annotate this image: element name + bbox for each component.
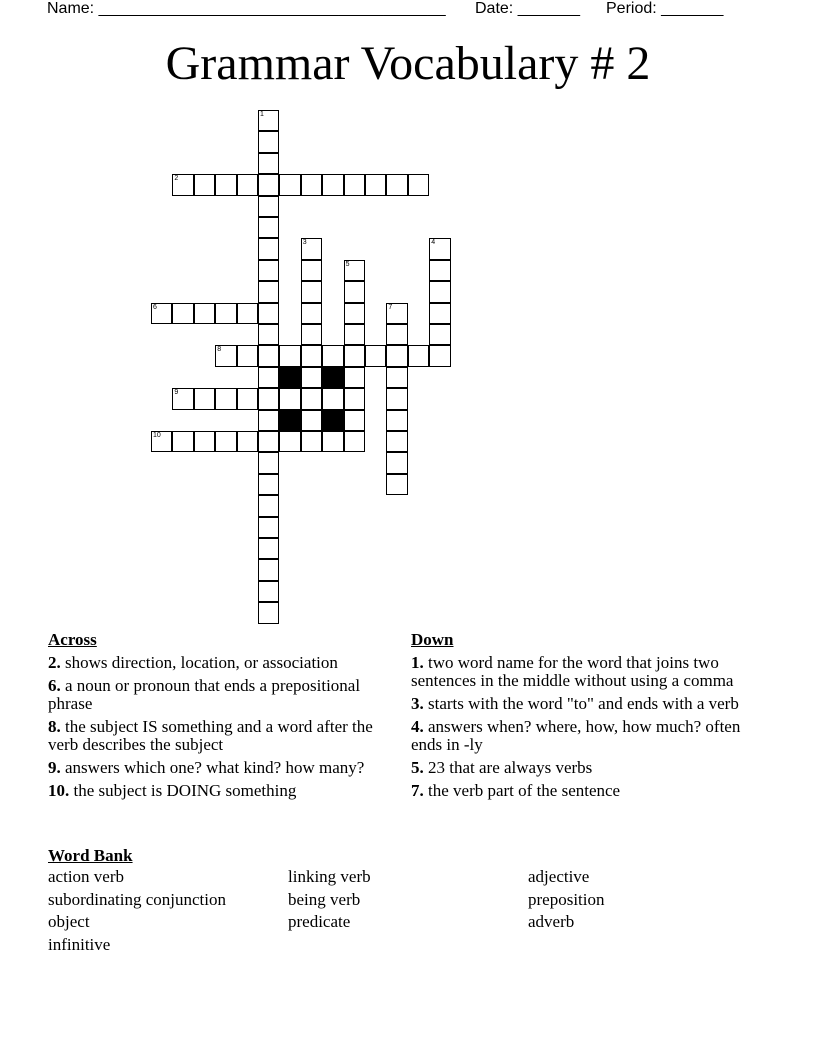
crossword-cell[interactable] bbox=[215, 303, 236, 324]
crossword-cell[interactable] bbox=[194, 431, 215, 452]
crossword-block bbox=[322, 410, 343, 431]
crossword-cell[interactable] bbox=[386, 474, 407, 495]
crossword-cell[interactable] bbox=[279, 174, 300, 195]
clue-number: 7. bbox=[411, 781, 424, 800]
word-bank-item: predicate bbox=[288, 912, 351, 931]
crossword-cell[interactable] bbox=[258, 153, 279, 174]
crossword-cell[interactable] bbox=[429, 303, 450, 324]
clue-number: 2. bbox=[48, 653, 61, 672]
crossword-cell[interactable] bbox=[365, 345, 386, 366]
crossword-cell[interactable] bbox=[258, 196, 279, 217]
crossword-cell[interactable] bbox=[172, 303, 193, 324]
crossword-cell[interactable] bbox=[386, 431, 407, 452]
crossword-cell[interactable] bbox=[429, 281, 450, 302]
clue-number: 10. bbox=[48, 781, 70, 800]
crossword-cell[interactable] bbox=[258, 602, 279, 623]
clue-number: 1. bbox=[411, 653, 424, 672]
crossword-cell[interactable] bbox=[258, 559, 279, 580]
across-clue-2 bbox=[48, 654, 388, 672]
crossword-cell[interactable] bbox=[386, 452, 407, 473]
crossword-cell[interactable] bbox=[237, 303, 258, 324]
crossword-cell[interactable] bbox=[279, 388, 300, 409]
crossword-cell[interactable] bbox=[344, 281, 365, 302]
crossword-cell[interactable] bbox=[322, 174, 343, 195]
crossword-cell[interactable] bbox=[386, 174, 407, 195]
crossword-cell[interactable] bbox=[215, 345, 236, 366]
word-bank-item: being verb bbox=[288, 889, 361, 909]
crossword-cell[interactable] bbox=[279, 431, 300, 452]
across-clue-9 bbox=[48, 759, 388, 777]
word-bank-item: infinitive bbox=[48, 934, 111, 954]
crossword-cell[interactable] bbox=[258, 431, 279, 452]
clue-number-label: 6 bbox=[153, 303, 157, 311]
down-clue-1 bbox=[411, 654, 756, 690]
word-bank-item: adjective bbox=[528, 867, 590, 886]
crossword-cell[interactable] bbox=[237, 431, 258, 452]
crossword-cell[interactable] bbox=[408, 174, 429, 195]
crossword-cell[interactable] bbox=[386, 410, 407, 431]
down-clue-5 bbox=[411, 759, 756, 777]
crossword-cell[interactable] bbox=[215, 388, 236, 409]
clue-number: 5. bbox=[411, 758, 424, 777]
clue-text: two word name for the word that joins two sentences in the middle without using a comma bbox=[411, 653, 734, 690]
clue-number-label: 4 bbox=[431, 239, 436, 247]
crossword-cell[interactable] bbox=[258, 217, 279, 238]
clue-text: 23 that are always verbs bbox=[428, 758, 593, 777]
crossword-cell[interactable] bbox=[408, 345, 429, 366]
crossword-cell[interactable] bbox=[429, 238, 450, 259]
crossword-block bbox=[322, 367, 343, 388]
crossword-cell[interactable] bbox=[322, 388, 343, 409]
crossword-cell[interactable] bbox=[344, 367, 365, 388]
crossword-cell[interactable] bbox=[172, 388, 193, 409]
page-title: Grammar Vocabulary # 2 bbox=[165, 37, 651, 90]
across-heading: Across bbox=[48, 630, 97, 649]
clue-number: 8. bbox=[48, 717, 61, 736]
crossword-cell[interactable] bbox=[344, 345, 365, 366]
clue-number-label: 8 bbox=[217, 346, 222, 354]
crossword-cell[interactable] bbox=[215, 431, 236, 452]
clue-text: starts with the word "to" and ends with a verb bbox=[428, 694, 739, 713]
down-clues bbox=[411, 630, 756, 805]
crossword-cell[interactable] bbox=[429, 260, 450, 281]
clue-number: 9. bbox=[48, 758, 61, 777]
crossword-cell[interactable] bbox=[258, 110, 279, 131]
clue-text: shows direction, location, or association bbox=[65, 653, 338, 672]
crossword-cell[interactable] bbox=[301, 367, 322, 388]
crossword-cell[interactable] bbox=[322, 345, 343, 366]
crossword-cell[interactable] bbox=[301, 388, 322, 409]
clue-number-label: 1 bbox=[260, 111, 264, 118]
crossword-cell[interactable] bbox=[344, 410, 365, 431]
clue-text: the subject IS something and a word after the verb describes the subject bbox=[48, 717, 373, 754]
crossword-cell[interactable] bbox=[237, 388, 258, 409]
crossword-cell[interactable] bbox=[258, 367, 279, 388]
crossword-cell[interactable] bbox=[258, 474, 279, 495]
crossword-cell[interactable] bbox=[237, 174, 258, 195]
across-clue-8 bbox=[48, 718, 388, 754]
crossword-cell[interactable] bbox=[258, 324, 279, 345]
crossword-cell[interactable] bbox=[301, 260, 322, 281]
crossword-cell[interactable] bbox=[258, 131, 279, 152]
crossword-cell[interactable] bbox=[344, 324, 365, 345]
clue-text: the verb part of the sentence bbox=[428, 781, 621, 800]
down-clue-4 bbox=[411, 718, 756, 754]
crossword-cell[interactable] bbox=[194, 303, 215, 324]
crossword-cell[interactable] bbox=[301, 281, 322, 302]
word-bank-item: preposition bbox=[528, 889, 605, 909]
crossword-block bbox=[279, 367, 300, 388]
down-clue-3 bbox=[411, 695, 756, 713]
word-bank-item: linking verb bbox=[288, 867, 371, 886]
crossword-cell[interactable] bbox=[322, 431, 343, 452]
crossword-cell[interactable] bbox=[215, 174, 236, 195]
crossword-cell[interactable] bbox=[258, 260, 279, 281]
word-bank-item: action verb bbox=[48, 867, 124, 886]
word-bank-item: adverb bbox=[528, 912, 575, 931]
clue-number-label: 2 bbox=[174, 175, 179, 183]
across-clue-6 bbox=[48, 677, 388, 713]
crossword-cell[interactable] bbox=[258, 303, 279, 324]
crossword-cell[interactable] bbox=[386, 345, 407, 366]
crossword-cell[interactable] bbox=[301, 174, 322, 195]
crossword-cell[interactable] bbox=[344, 431, 365, 452]
crossword-cell[interactable] bbox=[301, 238, 322, 259]
crossword-cell[interactable] bbox=[258, 517, 279, 538]
crossword-cell[interactable] bbox=[301, 345, 322, 366]
clue-text: answers when? where, how, how much? often ends in -ly bbox=[411, 717, 741, 754]
crossword-cell[interactable] bbox=[301, 324, 322, 345]
crossword-cell[interactable] bbox=[365, 174, 386, 195]
clue-text: the subject is DOING something bbox=[73, 781, 297, 800]
clue-number: 4. bbox=[411, 717, 424, 736]
crossword-cell[interactable] bbox=[258, 581, 279, 602]
clue-number-label: 9 bbox=[174, 389, 179, 397]
crossword-cell[interactable] bbox=[301, 303, 322, 324]
crossword-cell[interactable] bbox=[194, 174, 215, 195]
across-clue-10 bbox=[48, 782, 388, 800]
word-bank-item: subordinating conjunction bbox=[48, 889, 227, 909]
crossword-cell[interactable] bbox=[279, 345, 300, 366]
crossword-cell[interactable] bbox=[172, 174, 193, 195]
crossword-cell[interactable] bbox=[237, 345, 258, 366]
clue-number-label: 3 bbox=[302, 239, 307, 247]
word-bank-list bbox=[48, 866, 768, 956]
crossword-cell[interactable] bbox=[301, 431, 322, 452]
crossword-cell[interactable] bbox=[386, 303, 407, 324]
crossword-cell[interactable] bbox=[258, 345, 279, 366]
crossword-cell[interactable] bbox=[172, 431, 193, 452]
word-bank-heading: Word Bank bbox=[48, 846, 133, 865]
crossword-block bbox=[279, 410, 300, 431]
across-clues bbox=[48, 630, 388, 805]
word-bank-item: object bbox=[48, 912, 90, 931]
date-field[interactable]: Date: _______ bbox=[475, 0, 580, 17]
crossword-cell[interactable] bbox=[258, 495, 279, 516]
word-bank bbox=[48, 846, 768, 956]
crossword-cell[interactable] bbox=[258, 281, 279, 302]
clue-number-label: 7 bbox=[388, 303, 393, 311]
crossword-cell[interactable] bbox=[344, 260, 365, 281]
clue-number: 3. bbox=[411, 694, 424, 713]
crossword-cell[interactable] bbox=[151, 431, 172, 452]
crossword-cell[interactable] bbox=[258, 174, 279, 195]
crossword-cell[interactable] bbox=[429, 324, 450, 345]
crossword-cell[interactable] bbox=[386, 324, 407, 345]
crossword-cell[interactable] bbox=[258, 538, 279, 559]
clue-number-label: 5 bbox=[345, 260, 350, 268]
clue-number-label: 10 bbox=[153, 432, 161, 439]
period-field[interactable]: Period: _______ bbox=[606, 0, 724, 17]
crossword-cell[interactable] bbox=[258, 410, 279, 431]
down-clue-7 bbox=[411, 782, 756, 800]
crossword-cell[interactable] bbox=[344, 388, 365, 409]
down-heading: Down bbox=[411, 630, 454, 649]
crossword-cell[interactable] bbox=[386, 388, 407, 409]
crossword-cell[interactable] bbox=[258, 452, 279, 473]
clue-text: answers which one? what kind? how many? bbox=[65, 758, 365, 777]
crossword-cell[interactable] bbox=[301, 410, 322, 431]
crossword-cell[interactable] bbox=[344, 174, 365, 195]
crossword-cell[interactable] bbox=[194, 388, 215, 409]
clue-number: 6. bbox=[48, 676, 61, 695]
crossword-cell[interactable] bbox=[429, 345, 450, 366]
crossword-cell[interactable] bbox=[344, 303, 365, 324]
name-field[interactable]: Name: _______________________________________ bbox=[47, 0, 446, 17]
crossword-cell[interactable] bbox=[258, 238, 279, 259]
crossword-cell[interactable] bbox=[386, 367, 407, 388]
crossword-cell[interactable] bbox=[151, 303, 172, 324]
clue-text: a noun or pronoun that ends a prepositional phrase bbox=[48, 676, 361, 713]
crossword-cell[interactable] bbox=[258, 388, 279, 409]
